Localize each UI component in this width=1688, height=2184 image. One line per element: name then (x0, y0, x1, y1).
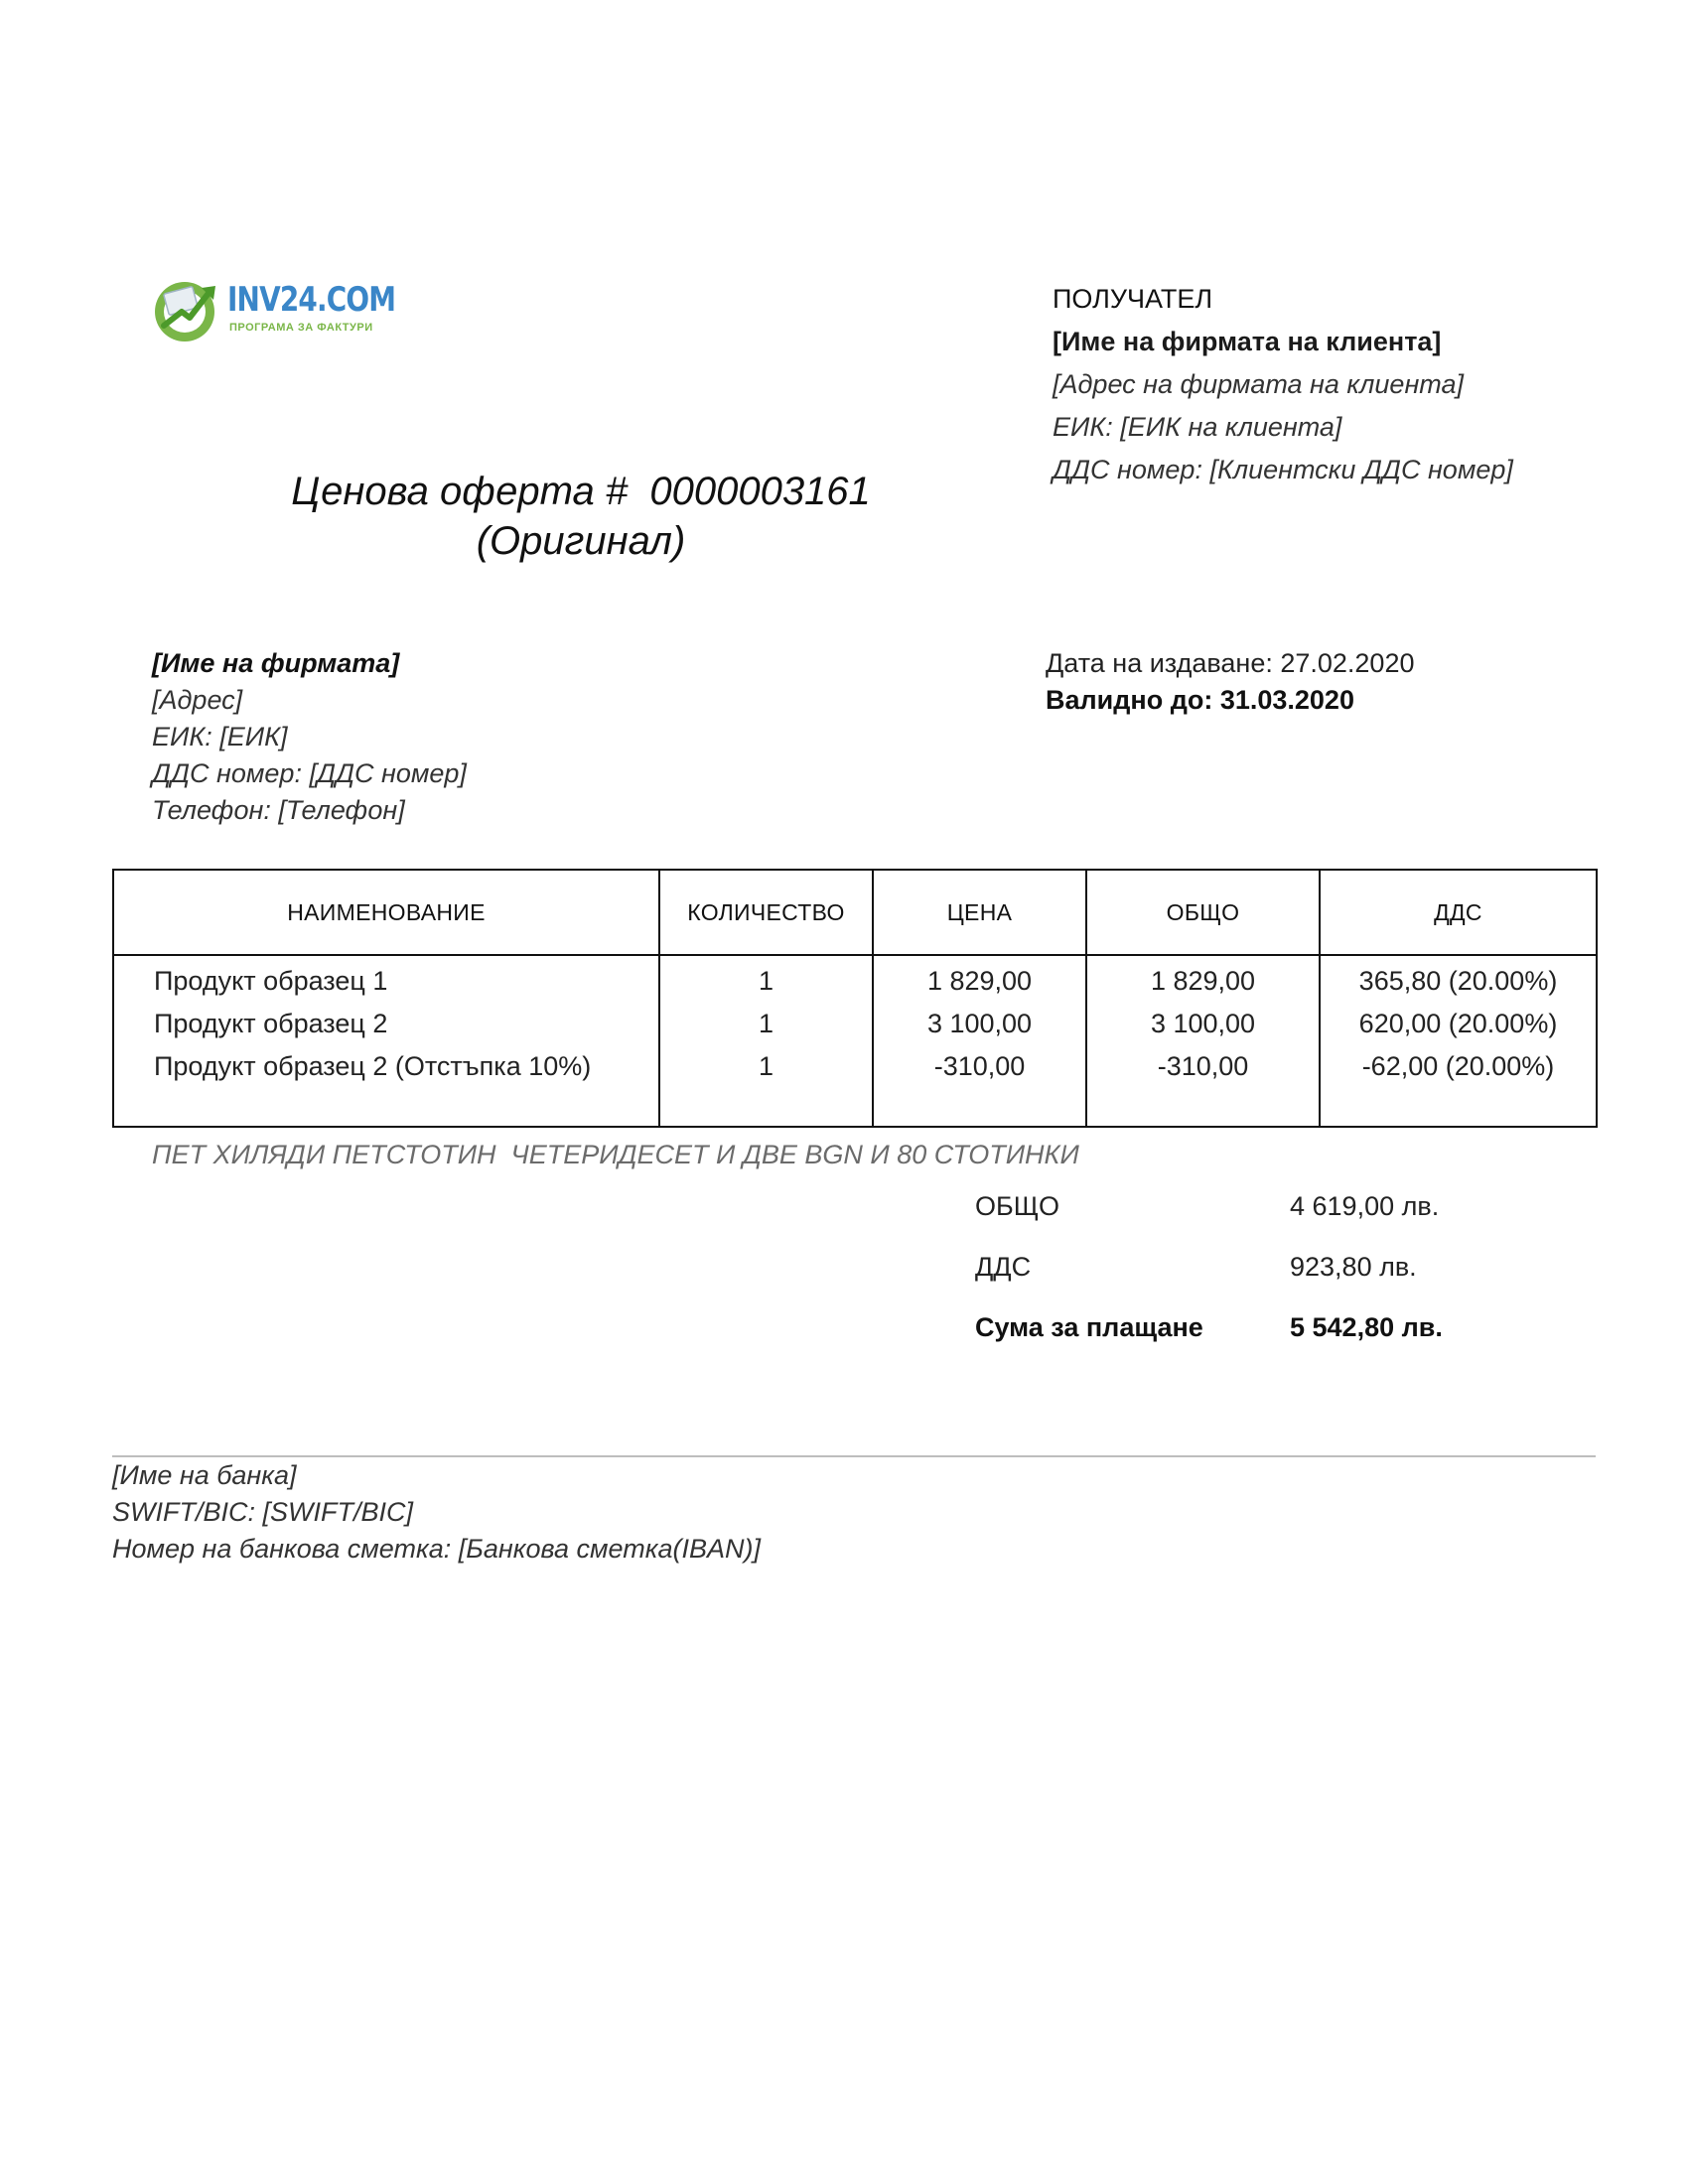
seller-address: [Адрес] (152, 685, 243, 715)
vat-label: ДДС (975, 1252, 1032, 1282)
item-quantity: 1 (659, 955, 873, 1003)
title-original: (Оригинал) (476, 519, 686, 563)
recipient-address: [Адрес на фирмата на клиента] (1053, 369, 1465, 399)
item-price: 1 829,00 (873, 955, 1086, 1003)
header-price: ЦЕНА (873, 870, 1086, 955)
seller-phone: Телефон: [Телефон] (152, 795, 405, 825)
document-title (199, 467, 963, 566)
item-price: -310,00 (873, 1045, 1086, 1088)
recipient-eik: ЕИК: [ЕИК на клиента] (1053, 412, 1342, 442)
subtotal-value: 4 619,00 лв. (1290, 1191, 1440, 1221)
issue-date: Дата на издаване: 27.02.2020 (1046, 648, 1415, 678)
bank-name: [Име на банка] (112, 1460, 297, 1490)
items-table (112, 869, 1598, 1128)
dates-block (1046, 645, 1414, 719)
vat-row (975, 1252, 1472, 1312)
amount-due-value: 5 542,80 лв. (1290, 1312, 1443, 1342)
totals-block (975, 1191, 1472, 1373)
item-quantity: 1 (659, 1045, 873, 1088)
company-logo (152, 270, 396, 349)
header-name: НАИМЕНОВАНИЕ (113, 870, 659, 955)
logo-tagline: ПРОГРАМА ЗА ФАКТУРИ (229, 322, 373, 334)
item-total: 1 829,00 (1086, 955, 1320, 1003)
subtotal-label: ОБЩО (975, 1191, 1060, 1221)
table-row (113, 955, 1597, 1003)
item-name: Продукт образец 2 (113, 1003, 659, 1045)
amount-in-words: ПЕТ ХИЛЯДИ ПЕТСТОТИН ЧЕТЕРИДЕСЕТ И ДВЕ BGN И 80 СТОТИНКИ (152, 1140, 1079, 1169)
item-total: -310,00 (1086, 1045, 1320, 1088)
logo-brand-text: INV24.COM (227, 280, 396, 320)
table-row (113, 1045, 1597, 1088)
recipient-heading: ПОЛУЧАТЕЛ (1053, 284, 1213, 314)
item-vat: -62,00 (20.00%) (1320, 1045, 1597, 1088)
bank-swift: SWIFT/BIC: [SWIFT/BIC] (112, 1497, 413, 1527)
item-price: 3 100,00 (873, 1003, 1086, 1045)
subtotal-row (975, 1191, 1472, 1252)
table-header-row (113, 870, 1597, 955)
bank-details (112, 1457, 761, 1568)
header-total: ОБЩО (1086, 870, 1320, 955)
item-name: Продукт образец 2 (Отстъпка 10%) (113, 1045, 659, 1088)
valid-until-date: Валидно до: 31.03.2020 (1046, 685, 1354, 715)
bank-iban: Номер на банкова сметка: [Банкова сметка(IBAN)] (112, 1534, 761, 1564)
item-vat: 620,00 (20.00%) (1320, 1003, 1597, 1045)
table-row (113, 1003, 1597, 1045)
table-spacer-row (113, 1088, 1597, 1127)
item-vat: 365,80 (20.00%) (1320, 955, 1597, 1003)
recipient-vat: ДДС номер: [Клиентски ДДС номер] (1053, 455, 1513, 484)
seller-vat: ДДС номер: [ДДС номер] (152, 758, 467, 788)
title-offer-number: Ценова оферта # 0000003161 (291, 470, 871, 513)
recipient-company: [Име на фирмата на клиента] (1053, 327, 1442, 356)
item-quantity: 1 (659, 1003, 873, 1045)
header-vat: ДДС (1320, 870, 1597, 955)
seller-block (152, 645, 467, 829)
amount-due-label: Сума за плащане (975, 1312, 1203, 1342)
item-total: 3 100,00 (1086, 1003, 1320, 1045)
amount-due-row (975, 1312, 1472, 1373)
logo-arrow-icon (152, 274, 221, 343)
seller-company: [Име на фирмата] (152, 648, 400, 678)
recipient-block (1053, 278, 1513, 491)
seller-eik: ЕИК: [ЕИК] (152, 722, 288, 751)
vat-value: 923,80 лв. (1290, 1252, 1417, 1282)
header-quantity: КОЛИЧЕСТВО (659, 870, 873, 955)
item-name: Продукт образец 1 (113, 955, 659, 1003)
